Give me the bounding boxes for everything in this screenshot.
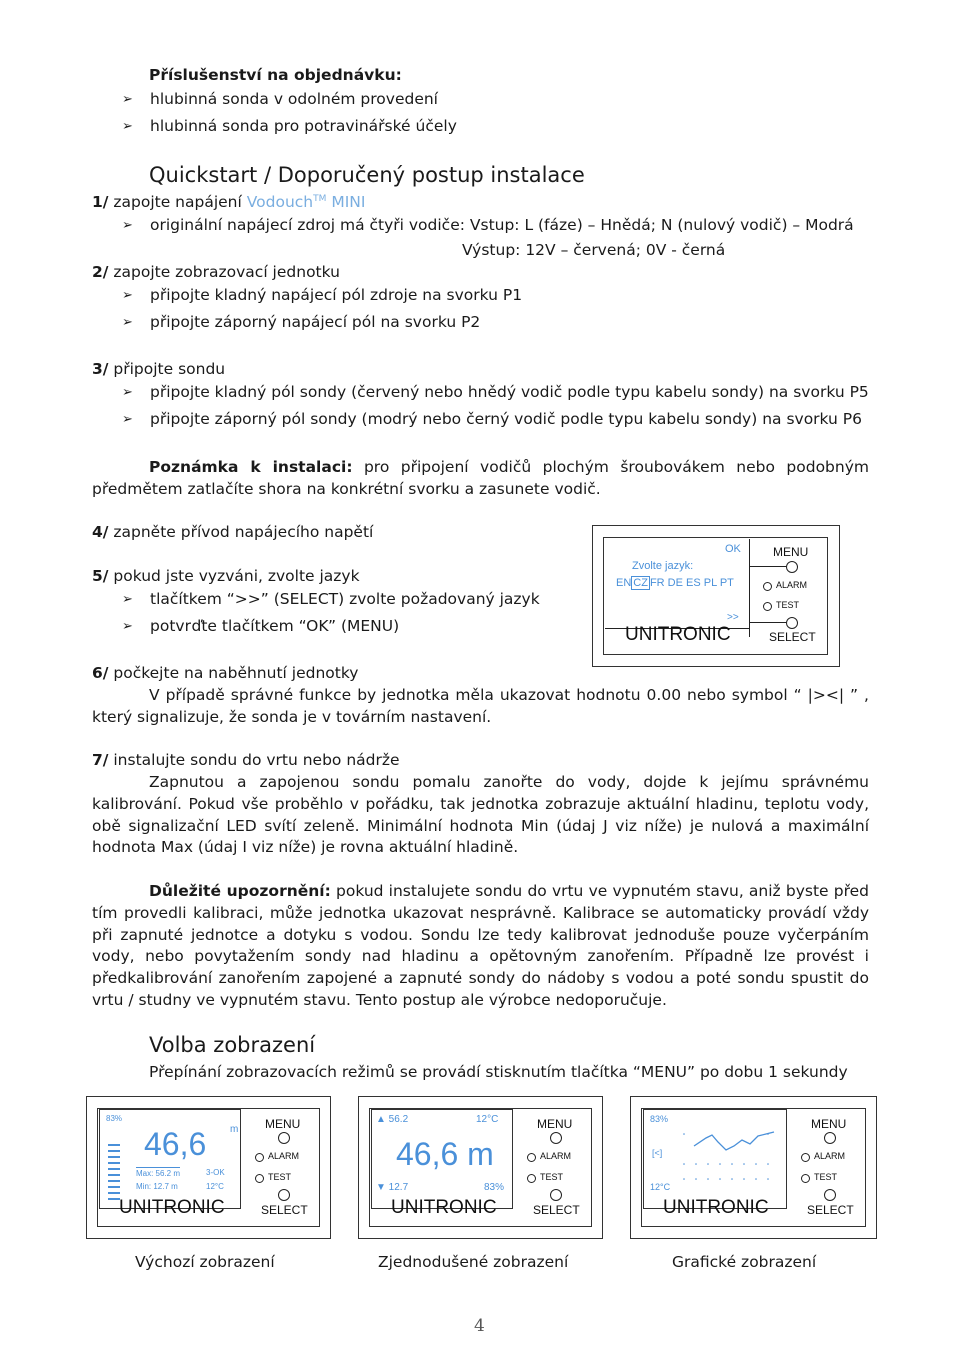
temperature: 12°C	[476, 1114, 499, 1125]
step-7-paragraph: Zapnutou a zapojenou sondu pomalu zanořte do vody, dojde k jejímu správnému kalibrování. Pokud vše proběhlo v pořádku, tak jednotka zobrazuje aktuální hladinu, teplotu vody, obě signalizační LED svítí zeleně. Minimální hodnota Min (údaj J viz níže) je nulová a maximální hodnota Max (údaj I viz níže) je rovna aktuální hladině.	[92, 773, 869, 857]
calibration-marker: [<]	[652, 1148, 663, 1158]
important-text: pokud instalujete sondu do vrtu ve vypnutém stavu, aniž byste před tím provedli kalibraci, může jednotka ukazovat nesprávně. Kalibrace se automaticky provádí vždy při zapnuté jednotce a dotyku s vodou. Sondu lze tedy kalibrovat jednoduše pouze vyčerpáním vody, nebo povytažením sondy nad hladinu a opětovným zanořením. Případně lze provést i předkalibrování zanořením zapojené a zapnuté sondy do nádoby s vodou a poté sondu spustit do vrtu / studny ve vypnutém stavu. Tento postup ale výrobce nedoporučuje.	[92, 882, 869, 1009]
step-5-item: ➢ potvrďte tlačítkem “OK” (MENU)	[150, 617, 399, 635]
select-label: SELECT	[807, 1203, 854, 1217]
accessory-item: ➢ hlubinná sonda v odolném provedení	[150, 90, 438, 108]
step-7	[92, 751, 400, 769]
select-button[interactable]	[550, 1189, 562, 1201]
max-value: Max: 56.2 m	[136, 1169, 181, 1178]
alarm-label: ALARM	[540, 1151, 572, 1161]
page-number: 4	[474, 1316, 485, 1336]
step-3-item: ➢ připojte záporný pól sondy (modrý nebo černý vodič podle typu kabelu sondy) na svorku P6	[150, 410, 862, 428]
note-label: Poznámka k instalaci:	[149, 458, 353, 476]
select-label: SELECT	[769, 630, 816, 644]
step-2-item: ➢ připojte kladný napájecí pól zdroje na svorku P1	[150, 286, 522, 304]
test-label: TEST	[268, 1172, 292, 1182]
alarm-led	[763, 582, 772, 591]
device-language-selection	[592, 525, 840, 667]
alarm-label: ALARM	[268, 1151, 300, 1161]
accessories-heading: Příslušenství na objednávku:	[149, 66, 402, 84]
brand-logo: UNITRONIC	[663, 1197, 769, 1218]
lcd-screen	[371, 1109, 513, 1209]
min-value: Min: 12.7 m	[136, 1182, 178, 1191]
level-percent: 83%	[650, 1114, 669, 1124]
graph-grid-dots	[683, 1133, 769, 1180]
brand-logo: UNITRONIC	[119, 1197, 225, 1218]
test-label: TEST	[540, 1172, 564, 1182]
language-option: FR DE ES PL PT	[649, 577, 734, 589]
temperature: 12°C	[650, 1182, 671, 1192]
lcd-screen	[99, 1109, 241, 1209]
device-graphic-display	[630, 1096, 877, 1239]
ok-label: OK	[725, 543, 741, 555]
lcd-screen	[605, 539, 749, 637]
temperature: 12°C	[206, 1182, 224, 1191]
select-button[interactable]	[786, 617, 798, 629]
alarm-led	[801, 1153, 810, 1162]
alarm-led	[527, 1153, 536, 1162]
test-led	[255, 1174, 264, 1183]
step-number: 7/	[92, 751, 109, 769]
step-text: zapněte přívod napájecího napětí	[108, 523, 374, 541]
step-1	[92, 193, 365, 211]
select-label: SELECT	[533, 1203, 580, 1217]
step-text: připojte sondu	[108, 360, 226, 378]
step-4	[92, 523, 373, 541]
alarm-led	[255, 1153, 264, 1162]
step-1-item-continued: Výstup: 12V – červená; 0V - černá	[462, 241, 726, 259]
device-simplified-display	[358, 1096, 603, 1239]
step-text: zapojte zobrazovací jednotku	[108, 263, 340, 281]
level-trend-line	[694, 1132, 774, 1150]
menu-label: MENU	[537, 1117, 573, 1131]
step-3-item: ➢ připojte kladný pól sondy (červený nebo hnědý vodič podle typu kabelu sondy) na svorku P5	[150, 383, 869, 401]
step-number: 4/	[92, 523, 109, 541]
menu-button[interactable]	[786, 561, 798, 573]
test-label: TEST	[814, 1172, 838, 1182]
menu-label: MENU	[265, 1117, 301, 1131]
select-button[interactable]	[824, 1189, 836, 1201]
step-1-item: ➢ originální napájecí zdroj má čtyři vodiče: Vstup: L (fáze) – Hnědá; N (nulový vodič) – Modrá	[150, 216, 854, 234]
language-option: EN	[616, 577, 632, 589]
accessory-item: ➢ hlubinná sonda pro potravinářské účely	[150, 117, 457, 135]
select-label: SELECT	[261, 1203, 308, 1217]
lcd-screen	[643, 1109, 787, 1209]
test-led	[527, 1174, 536, 1183]
menu-button[interactable]	[550, 1132, 562, 1144]
step-text: instalujte sondu do vrtu nebo nádrže	[108, 751, 400, 769]
step-number: 5/	[92, 567, 109, 585]
step-2-item: ➢ připojte záporný napájecí pól na svorku P2	[150, 313, 480, 331]
caption-simplified-display: Zjednodušené zobrazení	[378, 1253, 569, 1271]
important-notice	[92, 881, 869, 1012]
menu-button[interactable]	[824, 1132, 836, 1144]
language-list	[616, 577, 734, 589]
select-button[interactable]	[278, 1189, 290, 1201]
min-value: ▼ 12.7	[376, 1182, 409, 1193]
brand-logo: UNITRONIC	[391, 1197, 497, 1218]
trademark: TM	[313, 193, 327, 204]
step-6	[92, 664, 358, 682]
level-percent: 83%	[484, 1182, 505, 1193]
step-5	[92, 567, 360, 585]
device-default-display	[86, 1096, 331, 1239]
language-option-selected: CZ	[633, 577, 648, 589]
menu-label: MENU	[773, 545, 809, 559]
level-value: 46,6	[144, 1126, 207, 1162]
installation-note	[92, 457, 869, 501]
important-label: Důležité upozornění:	[149, 882, 331, 900]
status-text: 3-OK	[206, 1168, 225, 1177]
quickstart-heading: Quickstart / Doporučený postup instalace	[149, 163, 585, 187]
note-text: pro připojení vodičů plochým šroubovákem nebo podobným předmětem zatlačíte shora na konkrétní svorku a zasunete vodič.	[92, 458, 869, 498]
level-history-graph	[674, 1124, 784, 1194]
step-number: 1/	[92, 193, 109, 211]
test-led	[801, 1174, 810, 1183]
max-value: ▲ 56.2	[376, 1114, 409, 1125]
level-unit: m	[230, 1124, 239, 1135]
brand-logo: UNITRONIC	[625, 624, 731, 645]
step-3	[92, 360, 225, 378]
level-percent: 83%	[106, 1114, 123, 1123]
step-number: 6/	[92, 664, 109, 682]
caption-default-display: Výchozí zobrazení	[135, 1253, 275, 1271]
step-5-item: ➢ tlačítkem “>>” (SELECT) zvolte požadovaný jazyk	[150, 590, 540, 608]
step-6-paragraph: V případě správné funkce by jednotka měla ukazovat hodnotu 0.00 nebo symbol “ |><| ” , který signalizuje, že sonda je v továrním nastavení.	[92, 686, 869, 726]
alarm-label: ALARM	[776, 580, 808, 590]
caption-graphic-display: Grafické zobrazení	[672, 1253, 817, 1271]
step-text: pokud jste vyzváni, zvolte jazyk	[108, 567, 360, 585]
step-number: 2/	[92, 263, 109, 281]
step-number: 3/	[92, 360, 109, 378]
next-arrow: >>	[727, 612, 739, 623]
level-value: 46,6 m	[396, 1136, 494, 1172]
level-bar-graph	[105, 1128, 125, 1204]
display-intro: Přepínání zobrazovacích režimů se provádí stisknutím tlačítka “MENU” po dobu 1 sekundy	[149, 1063, 848, 1081]
brand-name: Vodouch	[246, 193, 314, 211]
menu-button[interactable]	[278, 1132, 290, 1144]
alarm-label: ALARM	[814, 1151, 846, 1161]
step-text: počkejte na naběhnutí jednotky	[108, 664, 359, 682]
step-2	[92, 263, 340, 281]
brand-mini: MINI	[326, 193, 366, 211]
test-label: TEST	[776, 600, 800, 610]
step-text: zapojte napájení	[108, 193, 247, 211]
menu-label: MENU	[811, 1117, 847, 1131]
display-heading: Volba zobrazení	[149, 1033, 316, 1057]
test-led	[763, 602, 772, 611]
language-prompt: Zvolte jazyk:	[632, 560, 694, 572]
